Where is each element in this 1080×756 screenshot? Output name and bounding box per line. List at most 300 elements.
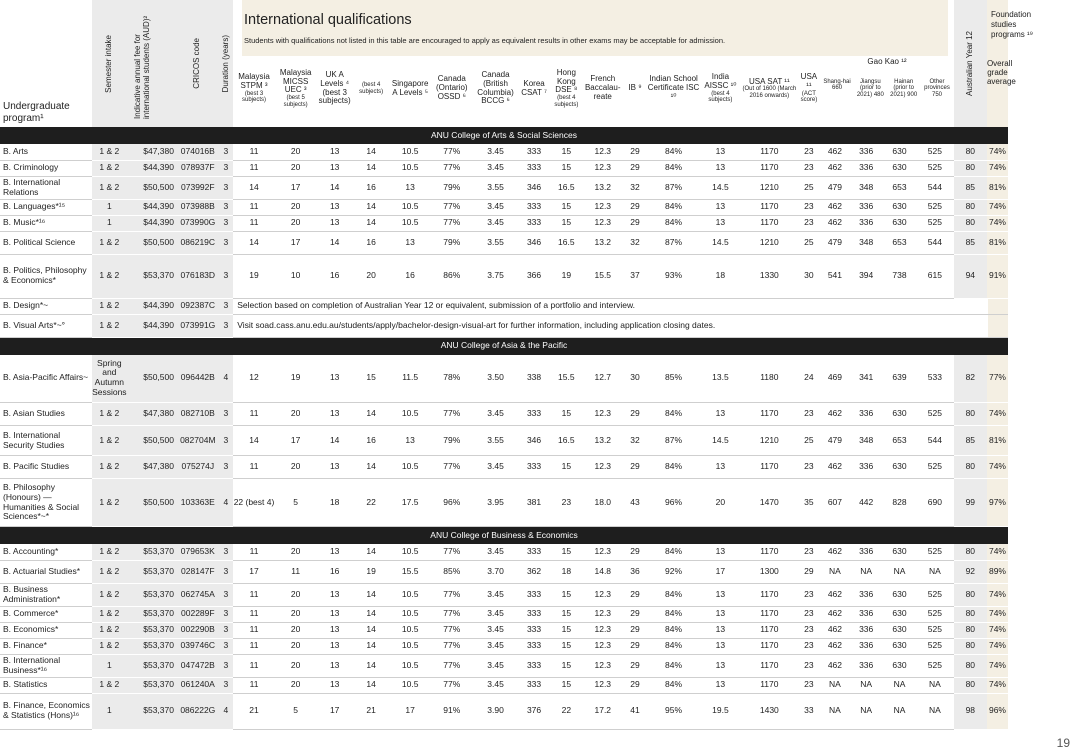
- table-cell: 11.5: [389, 355, 431, 403]
- table-cell: 14.5: [700, 231, 742, 254]
- table-cell: 047472B: [177, 654, 219, 677]
- table-cell: 607: [820, 479, 849, 527]
- table-cell: 23: [797, 144, 820, 160]
- table-cell: 80: [954, 403, 987, 426]
- table-cell: 074016B: [177, 144, 219, 160]
- table-cell: 1 & 2: [92, 544, 127, 560]
- qualification-header-sub: (best 4 subjects): [708, 90, 733, 104]
- table-cell: 33: [797, 693, 820, 729]
- table-cell: 333: [518, 622, 549, 638]
- table-cell: 336: [850, 654, 883, 677]
- table-cell: 15: [550, 606, 583, 622]
- section-header: [0, 527, 1008, 545]
- table-cell: 23: [797, 160, 820, 176]
- table-cell: 341: [850, 355, 883, 403]
- table-cell: 462: [820, 144, 849, 160]
- table-cell: 80: [954, 622, 987, 638]
- table-cell: 3.55: [473, 176, 519, 199]
- table-cell: 84%: [648, 544, 700, 560]
- table-cell: 14: [233, 426, 275, 456]
- table-cell: 1 & 2: [92, 456, 127, 479]
- table-cell: 1170: [741, 622, 797, 638]
- section-title: ANU College of Asia & the Pacific: [0, 337, 1008, 355]
- table-cell: 3: [219, 298, 234, 314]
- table-cell: 84%: [648, 606, 700, 622]
- table-cell: 80: [954, 654, 987, 677]
- table-cell: 87%: [648, 426, 700, 456]
- table-cell: 073988B: [177, 199, 219, 215]
- table-cell: 84%: [648, 677, 700, 693]
- table-cell: 80: [954, 544, 987, 560]
- table-row: [0, 456, 1008, 479]
- table-cell: 15: [550, 583, 583, 606]
- program-name: B. International Security Studies: [0, 426, 92, 456]
- table-cell: 630: [883, 654, 916, 677]
- table-cell: 13: [316, 215, 352, 231]
- table-cell: 29: [623, 403, 648, 426]
- gaokao-subheaders: [820, 79, 953, 99]
- table-cell: 1170: [741, 583, 797, 606]
- table-cell: 1180: [741, 355, 797, 403]
- table-cell: 12.3: [583, 583, 623, 606]
- table-cell: $44,390: [127, 298, 177, 314]
- table-cell: 3: [219, 403, 234, 426]
- table-cell: 32: [623, 176, 648, 199]
- qualification-header-7: [518, 0, 549, 127]
- table-cell: 3: [219, 160, 234, 176]
- table-cell: 525: [916, 199, 954, 215]
- qualification-header-14: [797, 0, 820, 127]
- table-cell: 22 (best 4): [233, 479, 275, 527]
- table-cell: 29: [623, 144, 648, 160]
- table-cell: 91%: [431, 693, 473, 729]
- table-cell: $44,390: [127, 215, 177, 231]
- table-cell: 3.45: [473, 583, 519, 606]
- table-cell: 43: [623, 479, 648, 527]
- table-cell: 18: [550, 560, 583, 583]
- table-cell: $44,390: [127, 199, 177, 215]
- qualification-header-label: IB ⁹: [628, 83, 642, 93]
- table-cell: 20: [275, 199, 317, 215]
- table-cell: 13: [316, 355, 352, 403]
- table-cell: 462: [820, 654, 849, 677]
- table-cell: 3.90: [473, 693, 519, 729]
- table-cell: 333: [518, 544, 549, 560]
- table-cell: 12.3: [583, 199, 623, 215]
- table-cell: 073990G: [177, 215, 219, 231]
- table-cell: NA: [850, 560, 883, 583]
- table-cell: 630: [883, 144, 916, 160]
- table-cell: 17: [275, 176, 317, 199]
- table-cell: 10.5: [389, 583, 431, 606]
- table-cell: 93%: [648, 254, 700, 298]
- table-cell: 3: [219, 606, 234, 622]
- table-cell: 15: [353, 355, 389, 403]
- table-cell: 525: [916, 403, 954, 426]
- table-cell: 14: [353, 456, 389, 479]
- table-cell: 630: [883, 638, 916, 654]
- program-name: B. Music*¹⁶: [0, 215, 92, 231]
- program-name: B. Actuarial Studies*: [0, 560, 92, 583]
- table-cell: 381: [518, 479, 549, 527]
- table-cell: 10.5: [389, 456, 431, 479]
- gaokao-subheader: Hainan (prior to 2021) 900: [890, 78, 918, 98]
- table-cell: 11: [275, 560, 317, 583]
- table-cell: 828: [883, 479, 916, 527]
- table-cell: 3: [219, 231, 234, 254]
- table-cell: 32: [623, 426, 648, 456]
- gaokao-subheader: Other provinces 750: [924, 78, 950, 98]
- table-cell: 77%: [431, 606, 473, 622]
- table-cell: 028147F: [177, 560, 219, 583]
- table-cell: 29: [623, 160, 648, 176]
- table-row: [0, 355, 1008, 403]
- table-cell: 336: [850, 638, 883, 654]
- table-row: [0, 314, 1008, 337]
- foundation-subheader: Overall grade average: [986, 59, 1016, 86]
- table-cell: 16.5: [550, 426, 583, 456]
- table-cell: $53,370: [127, 654, 177, 677]
- table-cell: 525: [916, 215, 954, 231]
- table-cell: 12.3: [583, 606, 623, 622]
- table-cell: 525: [916, 638, 954, 654]
- table-cell: 14: [353, 403, 389, 426]
- table-row: [0, 606, 1008, 622]
- table-cell: 630: [883, 215, 916, 231]
- table-cell: 336: [850, 199, 883, 215]
- table-cell: 84%: [648, 638, 700, 654]
- table-cell: 1470: [741, 479, 797, 527]
- table-cell: 74%: [987, 544, 1008, 560]
- fee-header: Indicative annual fee for international students (AUD)²: [133, 15, 151, 119]
- table-cell: 1170: [741, 654, 797, 677]
- table-row: [0, 231, 1008, 254]
- table-cell: $44,390: [127, 160, 177, 176]
- table-cell: 15: [550, 622, 583, 638]
- table-cell: 061240A: [177, 677, 219, 693]
- table-cell: 11: [233, 456, 275, 479]
- table-cell: 3: [219, 215, 234, 231]
- table-cell: 99: [954, 479, 987, 527]
- table-cell: 1: [92, 693, 127, 729]
- table-cell: 29: [623, 199, 648, 215]
- table-cell: 1170: [741, 215, 797, 231]
- table-cell: 3.45: [473, 638, 519, 654]
- table-cell: 80: [954, 638, 987, 654]
- table-cell: 13: [700, 638, 742, 654]
- header-row: [0, 0, 1008, 127]
- table-cell: 23: [797, 456, 820, 479]
- table-cell: 1170: [741, 403, 797, 426]
- program-name: B. Business Administration*: [0, 583, 92, 606]
- table-cell: $50,500: [127, 355, 177, 403]
- table-cell: $53,370: [127, 254, 177, 298]
- table-cell: 23: [797, 544, 820, 560]
- table-cell: 544: [916, 426, 954, 456]
- table-cell: 79%: [431, 231, 473, 254]
- program-name: B. International Relations: [0, 176, 92, 199]
- qualification-header-sub: (best 5 subjects): [283, 95, 308, 108]
- table-cell: NA: [850, 677, 883, 693]
- table-cell: 10.5: [389, 606, 431, 622]
- table-cell: 630: [883, 403, 916, 426]
- table-cell: 17.5: [389, 479, 431, 527]
- semester-header-cell: [92, 0, 127, 127]
- table-cell: 462: [820, 403, 849, 426]
- program-header: Undergraduate program¹: [3, 101, 70, 124]
- table-cell: 35: [797, 479, 820, 527]
- table-cell: 96%: [987, 693, 1008, 729]
- table-cell: 29: [623, 654, 648, 677]
- program-name: B. Economics*: [0, 622, 92, 638]
- table-cell: 16: [353, 231, 389, 254]
- table-cell: 14: [353, 654, 389, 677]
- table-cell: 3: [219, 199, 234, 215]
- table-cell: 16: [316, 254, 352, 298]
- table-cell: 15: [550, 544, 583, 560]
- table-cell: 533: [916, 355, 954, 403]
- table-cell: 14: [353, 606, 389, 622]
- table-cell: 10.5: [389, 654, 431, 677]
- table-cell: 20: [275, 144, 317, 160]
- table-cell: 82: [954, 355, 987, 403]
- table-cell: 075274J: [177, 456, 219, 479]
- table-cell: 333: [518, 654, 549, 677]
- table-cell: 13: [316, 403, 352, 426]
- table-cell: 13.5: [700, 355, 742, 403]
- table-cell: 362: [518, 560, 549, 583]
- page-title: International qualifications: [244, 12, 412, 28]
- table-cell: 4: [219, 693, 234, 729]
- table-cell: 1 & 2: [92, 560, 127, 583]
- table-cell: NA: [883, 693, 916, 729]
- table-cell: 3.95: [473, 479, 519, 527]
- table-cell: 14: [353, 638, 389, 654]
- table-cell: 15: [550, 654, 583, 677]
- table-cell: 84%: [648, 199, 700, 215]
- table-cell: 394: [850, 254, 883, 298]
- australian-header-cell: [954, 0, 987, 127]
- table-cell: 544: [916, 231, 954, 254]
- page-subtitle: Students with qualifications not listed in this table are encouraged to apply as equivalent results in other exams may be acceptable for admission.: [244, 36, 726, 45]
- table-cell: 1170: [741, 638, 797, 654]
- table-row: [0, 215, 1008, 231]
- table-cell: 12.3: [583, 622, 623, 638]
- table-cell: 29: [623, 622, 648, 638]
- table-cell: 23: [797, 215, 820, 231]
- table-cell: 039746C: [177, 638, 219, 654]
- section-title: ANU College of Business & Economics: [0, 527, 1008, 545]
- table-cell: 1 & 2: [92, 231, 127, 254]
- table-cell: 3.45: [473, 215, 519, 231]
- table-cell: 30: [623, 355, 648, 403]
- table-cell: 84%: [648, 144, 700, 160]
- table-cell: 336: [850, 160, 883, 176]
- qualification-header-label: USA ¹¹: [800, 72, 818, 90]
- table-cell: NA: [883, 560, 916, 583]
- table-cell: 17: [389, 693, 431, 729]
- table-cell: 23: [797, 622, 820, 638]
- table-cell: 10.5: [389, 677, 431, 693]
- table-cell: 336: [850, 544, 883, 560]
- table-row: [0, 160, 1008, 176]
- table-cell: 1 & 2: [92, 622, 127, 638]
- table-cell: 082710B: [177, 403, 219, 426]
- table-cell: 14: [353, 622, 389, 638]
- gaokao-subheader: Shang-hai 660: [823, 78, 851, 92]
- table-cell: 336: [850, 606, 883, 622]
- table-cell: 21: [353, 693, 389, 729]
- table-cell: $50,500: [127, 231, 177, 254]
- table-cell: 3: [219, 638, 234, 654]
- table-cell: 13: [316, 144, 352, 160]
- table-cell: 13: [700, 160, 742, 176]
- table-cell: 3.45: [473, 544, 519, 560]
- table-cell: 77%: [431, 544, 473, 560]
- table-cell: 630: [883, 199, 916, 215]
- table-cell: 37: [623, 254, 648, 298]
- table-cell: 36: [623, 560, 648, 583]
- table-cell: 11: [233, 215, 275, 231]
- table-cell: 13: [700, 606, 742, 622]
- program-note: Selection based on completion of Australian Year 12 or equivalent, submission of a portfolio and interview.: [233, 298, 1008, 314]
- table-cell: 12.3: [583, 677, 623, 693]
- table-cell: 1 & 2: [92, 176, 127, 199]
- table-cell: 77%: [987, 355, 1008, 403]
- table-cell: 20: [275, 583, 317, 606]
- table-cell: 84%: [648, 456, 700, 479]
- table-cell: 11: [233, 677, 275, 693]
- table-cell: 3: [219, 622, 234, 638]
- table-cell: 1170: [741, 199, 797, 215]
- table-cell: 13: [316, 638, 352, 654]
- table-cell: 24: [797, 355, 820, 403]
- table-cell: 3: [219, 583, 234, 606]
- section-header: [0, 337, 1008, 355]
- table-cell: 18: [316, 479, 352, 527]
- table-cell: 77%: [431, 677, 473, 693]
- table-cell: 20: [275, 606, 317, 622]
- table-cell: 346: [518, 426, 549, 456]
- table-cell: 10.5: [389, 199, 431, 215]
- table-cell: 073992F: [177, 176, 219, 199]
- qualification-header-sub: (Out of 1600 (March 2016 onwards): [742, 86, 797, 99]
- cricos-header: CRICOS code: [192, 38, 202, 89]
- table-cell: 082704M: [177, 426, 219, 456]
- table-cell: 15: [550, 677, 583, 693]
- table-cell: 086219C: [177, 231, 219, 254]
- table-cell: 92%: [648, 560, 700, 583]
- table-cell: 1 & 2: [92, 298, 127, 314]
- table-cell: 5: [275, 479, 317, 527]
- table-cell: $50,500: [127, 176, 177, 199]
- table-cell: 15: [550, 160, 583, 176]
- table-cell: 23: [550, 479, 583, 527]
- table-cell: 25: [797, 426, 820, 456]
- table-cell: 14: [353, 144, 389, 160]
- page-number: 19: [1056, 736, 1070, 750]
- table-cell: 653: [883, 176, 916, 199]
- table-cell: 14: [316, 231, 352, 254]
- table-cell: 13: [700, 654, 742, 677]
- table-cell: 80: [954, 144, 987, 160]
- table-cell: 1 & 2: [92, 606, 127, 622]
- table-cell: 14.5: [700, 426, 742, 456]
- qualification-header-sub: (ACT score): [800, 90, 818, 104]
- table-row: [0, 199, 1008, 215]
- table-cell: 479: [820, 426, 849, 456]
- table-cell: 77%: [431, 215, 473, 231]
- table-cell: 348: [850, 176, 883, 199]
- table-cell: 462: [820, 583, 849, 606]
- table-cell: 29: [623, 606, 648, 622]
- table-cell: 002290B: [177, 622, 219, 638]
- table-cell: 16: [353, 426, 389, 456]
- table-cell: 3: [219, 456, 234, 479]
- table-cell: 14: [353, 677, 389, 693]
- table-cell: 14: [316, 176, 352, 199]
- table-cell: 1: [92, 215, 127, 231]
- table-cell: 336: [850, 144, 883, 160]
- table-cell: 11: [233, 160, 275, 176]
- table-cell: 16.5: [550, 231, 583, 254]
- table-cell: 3.45: [473, 606, 519, 622]
- table-cell: 13: [700, 199, 742, 215]
- table-cell: 1430: [741, 693, 797, 729]
- table-cell: 23: [797, 583, 820, 606]
- table-cell: 3: [219, 426, 234, 456]
- table-cell: 19: [550, 254, 583, 298]
- table-cell: 84%: [648, 583, 700, 606]
- table-cell: 1 & 2: [92, 314, 127, 337]
- table-cell: 096442B: [177, 355, 219, 403]
- table-row: [0, 403, 1008, 426]
- table-cell: 20: [700, 479, 742, 527]
- table-cell: 87%: [648, 176, 700, 199]
- table-cell: 462: [820, 199, 849, 215]
- table-cell: 5: [275, 693, 317, 729]
- table-cell: 85: [954, 426, 987, 456]
- table-cell: 13.2: [583, 426, 623, 456]
- table-cell: 13: [316, 160, 352, 176]
- table-cell: 525: [916, 160, 954, 176]
- semester-header: Semester intake: [103, 34, 113, 93]
- table-cell: 1170: [741, 160, 797, 176]
- table-cell: 13: [700, 144, 742, 160]
- table-cell: 80: [954, 456, 987, 479]
- table-cell: 12.3: [583, 654, 623, 677]
- table-cell: 14: [316, 426, 352, 456]
- table-cell: 81%: [987, 176, 1008, 199]
- table-cell: 3.45: [473, 403, 519, 426]
- table-cell: 74%: [987, 144, 1008, 160]
- qualification-header-label: Malaysia MICSS UEC ³: [279, 67, 312, 95]
- table-cell: 525: [916, 654, 954, 677]
- table-cell: 29: [623, 215, 648, 231]
- table-cell: 10.5: [389, 544, 431, 560]
- table-cell: 1 & 2: [92, 677, 127, 693]
- table-row: [0, 479, 1008, 527]
- table-cell: 23: [797, 606, 820, 622]
- table-cell: 15.5: [550, 355, 583, 403]
- table-cell: 630: [883, 160, 916, 176]
- table-cell: 13: [316, 654, 352, 677]
- table-cell: 32: [623, 231, 648, 254]
- table-cell: 333: [518, 456, 549, 479]
- table-cell: 80: [954, 606, 987, 622]
- program-name: B. Visual Arts*~°: [0, 314, 92, 337]
- table-cell: 98: [954, 693, 987, 729]
